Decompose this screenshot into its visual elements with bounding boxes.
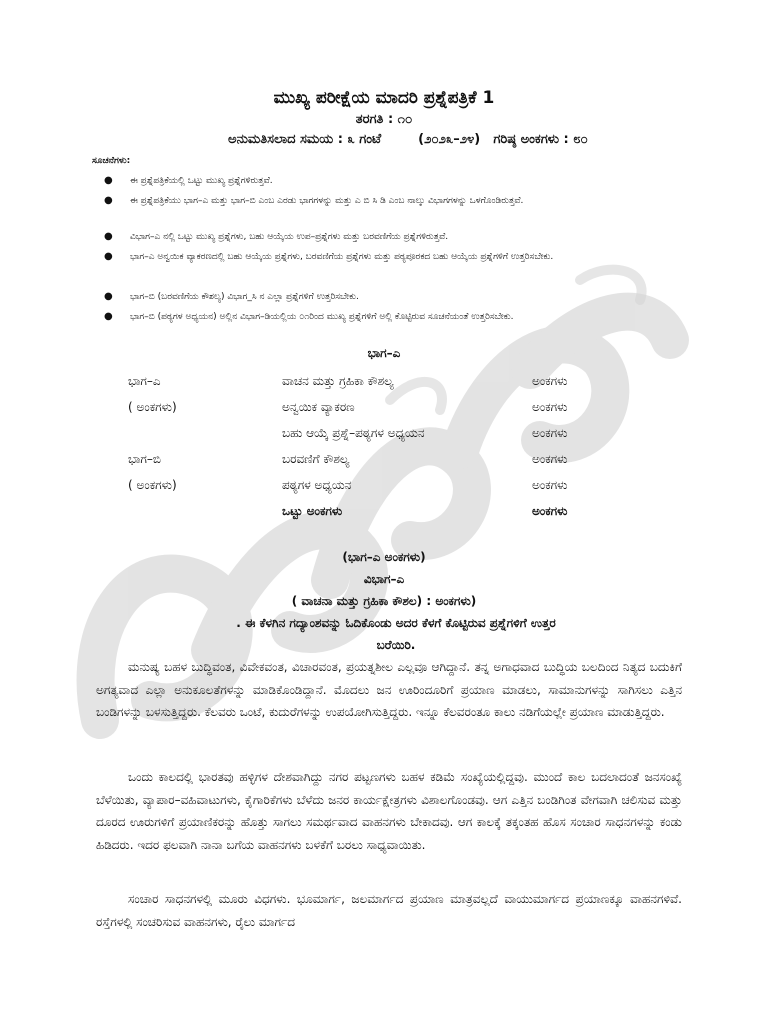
instruction-item: ● ವಿಭಾಗ–ಎ ನಲ್ಲಿ ಒಟ್ಟು ಮುಖ್ಯ ಪ್ರಶ್ನೆಗಳು, ಬಹು ಆಯ್ಕೆಯ ಉಪ–ಪ್ರಶ್ನೆಗಳು ಮತ್ತು ಬರವಣಿಗೆಯ ಪ್ರಶ್ನೆಗಳಿರುತ್ತವೆ. <box>104 231 449 242</box>
part-a-heading: (ಭಾಗ–ಎ ಅಂಕಗಳು) <box>342 550 426 564</box>
instruction-item: ● ಭಾಗ–ಬಿ (ಪಠ್ಯಗಳ ಅಧ್ಯಯನ) ಅಲ್ಲಿನ ವಿಭಾಗ–ಡಿಯಲ್ಲಿಯ ೦೧ರಿಂದ ಮುಖ್ಯ ಪ್ರಶ್ನೆಗಳಿಗೆ ಅಲ್ಲಿ ಕೊಟ್ಟಿರುವ ಸೂಚನೆಯಂತೆ ಉತ್ತರಿಸಬೇಕು. <box>104 311 514 322</box>
bullet-icon: ● <box>104 311 113 322</box>
bullet-icon: ● <box>104 195 113 206</box>
skill-heading: ( ವಾಚನಾ ಮತ್ತು ಗ್ರಹಿಕಾ ಕೌಶಲ) : ಅಂಕಗಳು) <box>291 594 477 608</box>
allowed-time: ಅನುಮತಿಸಲಾದ ಸಮಯ : ೩ ಗಂಟೆ <box>228 132 382 147</box>
grade-label: ತರಗತಿ : ೧೦ <box>355 112 413 127</box>
bullet-icon: ● <box>104 291 113 302</box>
instruction-item: ● ಭಾಗ–ಎ ಅನ್ವಯಿಕ ವ್ಯಾಕರಣದಲ್ಲಿ ಬಹು ಆಯ್ಕೆಯ ಪ್ರಶ್ನೆಗಳು, ಬರವಣಿಗೆಯ ಪ್ರಶ್ನೆಗಳು ಮತ್ತು ಪಠ್ಯಪೂರಕದ ಬಹು ಆಯ್ಕೆಯ ಪ್ರಶ್ನೆಗಳಿಗೆ ಉತ್ತರಿಸಬೇಕು. <box>104 251 554 262</box>
marks-row: ( ಅಂಕಗಳು) ಪಠ್ಯಗಳ ಅಧ್ಯಯನ ಅಂಕಗಳು <box>128 478 568 492</box>
max-marks: ಗರಿಷ್ಠ ಅಂಕಗಳು : ೮೦ <box>493 132 588 147</box>
paper-title: ಮುಖ್ಯ ಪರೀಕ್ಷೆಯ ಮಾದರಿ ಪ್ರಶ್ನೆಪತ್ರಿಕೆ 1 <box>273 88 495 108</box>
passage-paragraph: ಸಂಚಾರ ಸಾಧನಗಳಲ್ಲಿ ಮೂರು ವಿಧಗಳು. ಭೂಮಾರ್ಗ, ಜಲಮಾರ್ಗದ ಪ್ರಯಾಣ ಮಾತ್ರವಲ್ಲದೆ ವಾಯುಮಾರ್ಗದ ಪ್ರಯಾಣಕ್ಕೂ ವಾಹನಗಳಿವೆ. ರಸ್ತೆಗಳಲ್ಲಿ ಸಂಚರಿಸುವ ವಾಹನಗಳು, ರೈಲು ಮಾರ್ಗದ <box>96 892 682 929</box>
division-a-heading: ವಿಭಾಗ–ಎ <box>363 572 405 586</box>
bullet-icon: ● <box>104 231 113 242</box>
section-a-title: ಭಾಗ–ಎ <box>367 346 401 360</box>
bullet-icon: ● <box>104 251 113 262</box>
question-text: . ಈ ಕೆಳಗಿನ ಗದ್ಯಾಂಶವನ್ನು ಓದಿಕೊಂಡು ಅದರ ಕೆಳಗೆ ಕೊಟ್ಟಿರುವ ಪ್ರಶ್ನೆಗಳಿಗೆ ಉತ್ತರ <box>236 616 556 630</box>
academic-year: (೨೦೨೩–೨೪) <box>418 132 481 147</box>
question-text-continued: ಬರೆಯಿರಿ. <box>376 638 416 652</box>
instruction-item: ● ಈ ಪ್ರಶ್ನೆಪತ್ರಿಕೆಯು ಭಾಗ–ಎ ಮತ್ತು ಭಾಗ–ಬಿ ಎಂಬ ಎರಡು ಭಾಗಗಳನ್ನು ಮತ್ತು ಎ ಬಿ ಸಿ ಡಿ ಎಂಬ ನಾಲ್ಕು ವಿಭಾಗಗಳನ್ನು ಒಳಗೊಂಡಿರುತ್ತವೆ. <box>104 195 524 206</box>
marks-total-row: ಒಟ್ಟು ಅಂಕಗಳು ಅಂಕಗಳು <box>282 504 568 518</box>
watermark-graphic <box>60 250 700 810</box>
instruction-item: ● ಭಾಗ–ಬಿ (ಬರವಣಿಗೆಯ ಕೌಶಲ್ಯ) ವಿಭಾಗ_ಸಿ ನ ಎಲ್ಲಾ ಪ್ರಶ್ನೆಗಳಿಗೆ ಉತ್ತರಿಸಬೇಕು. <box>104 291 359 302</box>
passage-paragraph: ಒಂದು ಕಾಲದಲ್ಲಿ ಭಾರತವು ಹಳ್ಳಿಗಳ ದೇಶವಾಗಿದ್ದು ನಗರ ಪಟ್ಟಣಗಳು ಬಹಳ ಕಡಿಮೆ ಸಂಖ್ಯೆಯಲ್ಲಿದ್ದವು. ಮುಂದೆ ಕಾಲ ಬದಲಾದಂತೆ ಜನಸಂಖ್ಯೆ ಬೆಳೆಯಿತು, ವ್ಯಾಪಾರ–ವಹಿವಾಟುಗಳು, ಕೈಗಾರಿಕೆಗಳು ಬೆಳೆದು ಜನರ ಕಾರ್ಯಕ್ಷೇತ್ರಗಳು ವಿಶಾಲಗೊಂಡವು. ಆಗ ಎತ್ತಿನ ಬಂಡಿಗಿಂತ ವೇಗವಾಗಿ ಚಲಿಸುವ ಮತ್ತು ದೂರದ ಊರುಗಳಿಗೆ ಪ್ರಯಾಣಿಕರನ್ನು ಹೊತ್ತು ಸಾಗಲು ಸಮರ್ಥವಾದ ವಾಹನಗಳು ಬೇಕಾದವು. ಆಗ ಕಾಲಕ್ಕೆ ತಕ್ಕಂತಹ ಹೊಸ ಸಂಚಾರ ಸಾಧನಗಳನ್ನು ಕಂಡು ಹಿಡಿದರು. ಇದರ ಫಲವಾಗಿ ನಾನಾ ಬಗೆಯ ವಾಹನಗಳು ಬಳಕೆಗೆ ಬರಲು ಸಾಧ್ಯವಾಯಿತು. <box>96 770 682 852</box>
time-marks-row <box>228 132 588 147</box>
passage-paragraph: ಮನುಷ್ಯ ಬಹಳ ಬುದ್ಧಿವಂತ, ವಿವೇಕವಂತ, ವಿಚಾರವಂತ, ಪ್ರಯತ್ನಶೀಲ ಎಲ್ಲವೂ ಆಗಿದ್ದಾನೆ. ತನ್ನ ಅಗಾಧವಾದ ಬುದ್ಧಿಯ ಬಲದಿಂದ ನಿತ್ಯದ ಬದುಕಿಗೆ ಅಗತ್ಯವಾದ ಎಲ್ಲಾ ಅನುಕೂಲತೆಗಳನ್ನು ಮಾಡಿಕೊಂಡಿದ್ದಾನೆ. ಮೊದಲು ಜನ ಊರಿಂದೂರಿಗೆ ಪ್ರಯಾಣ ಮಾಡಲು, ಸಾಮಾನುಗಳನ್ನು ಸಾಗಿಸಲು ಎತ್ತಿನ ಬಂಡಿಗಳನ್ನು ಬಳಸುತ್ತಿದ್ದರು. ಕೆಲವರು ಒಂಟೆ, ಕುದುರೆಗಳನ್ನು ಉಪಯೋಗಿಸುತ್ತಿದ್ದರು. ಇನ್ನೂ ಕೆಲವರಂತೂ ಕಾಲು ನಡಿಗೆಯಲ್ಲೇ ಪ್ರಯಾಣ ಮಾಡುತ್ತಿದ್ದರು. <box>96 660 682 719</box>
marks-row: ( ಅಂಕಗಳು) ಅನ್ವಯಿಕ ವ್ಯಾಕರಣ ಅಂಕಗಳು <box>128 400 568 414</box>
instruction-item: ● ಈ ಪ್ರಶ್ನೆಪತ್ರಿಕೆಯಲ್ಲಿ ಒಟ್ಟು ಮುಖ್ಯ ಪ್ರಶ್ನೆಗಳಿರುತ್ತವೆ. <box>104 175 273 186</box>
marks-row: ಭಾಗ–ಬಿ ಬರವಣಿಗೆ ಕೌಶಲ್ಯ ಅಂಕಗಳು <box>128 452 568 466</box>
marks-row: ಭಾಗ–ಎ ವಾಚನ ಮತ್ತು ಗ್ರಹಿಕಾ ಕೌಶಲ್ಯ ಅಂಕಗಳು <box>128 374 568 388</box>
bullet-icon: ● <box>104 175 113 186</box>
instructions-heading: ಸೂಚನೆಗಳು: <box>92 156 131 166</box>
marks-row: ಬಹು ಆಯ್ಕೆ ಪ್ರಶ್ನೆ–ಪಠ್ಯಗಳ ಅಧ್ಯಯನ ಅಂಕಗಳು <box>282 426 568 440</box>
